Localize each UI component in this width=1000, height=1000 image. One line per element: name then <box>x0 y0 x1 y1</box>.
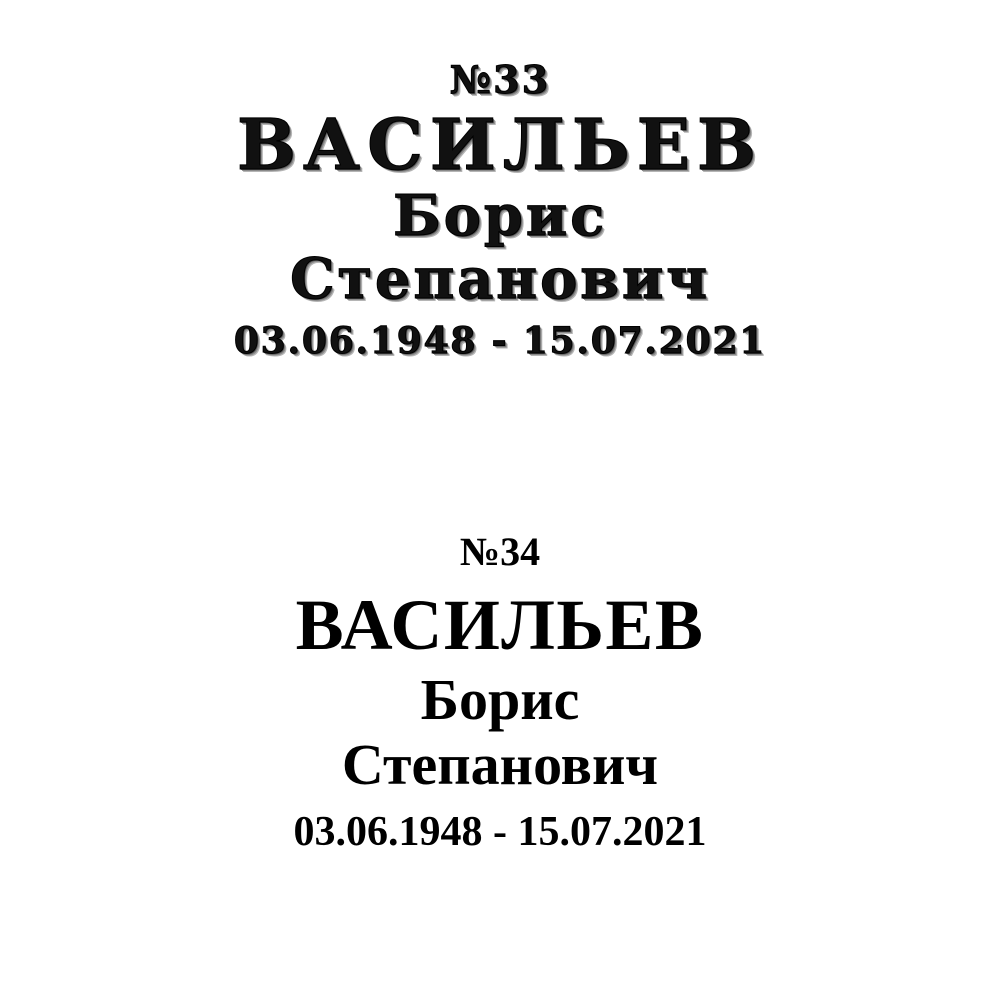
sample-34-surname: ВАСИЛЬЕВ <box>295 585 705 666</box>
sample-34-first-name: Борис <box>420 666 580 732</box>
sample-33-patronymic: Степанович <box>290 246 710 313</box>
sample-33-dates: 03.06.1948 - 15.07.2021 <box>233 319 767 362</box>
sample-33-surname: ВАСИЛЬЕВ <box>236 102 764 186</box>
font-sample-34 <box>0 530 1000 856</box>
font-sample-33 <box>0 57 1000 362</box>
sample-34-dates: 03.06.1948 - 15.07.2021 <box>293 809 707 856</box>
sample-33-number: №33 <box>449 57 551 102</box>
sample-34-number: №34 <box>459 529 541 574</box>
sample-34-patronymic: Степанович <box>341 731 659 797</box>
sample-33-first-name: Борис <box>393 183 607 250</box>
